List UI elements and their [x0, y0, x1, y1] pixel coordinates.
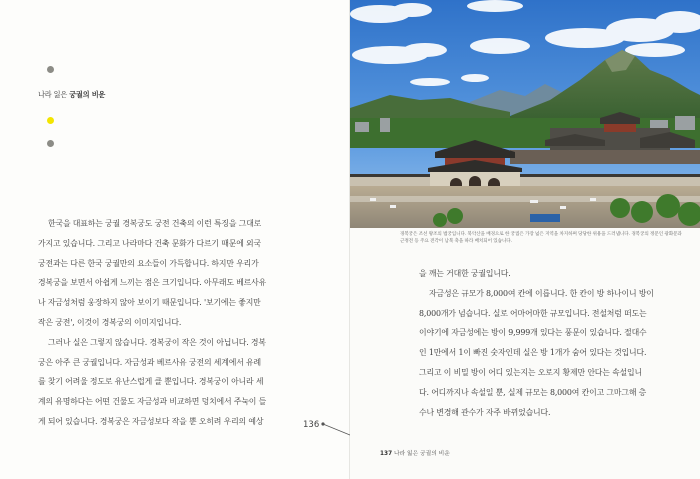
running-title: 나라 잃은 궁궐의 비운	[393, 451, 450, 457]
page-number-left: 136	[303, 420, 320, 430]
grey-bullet-dot	[47, 66, 54, 73]
text-line: 자금성은 규모가 8,000여 칸에 이릅니다. 한 칸이 방 하나이니 방이	[429, 288, 654, 298]
text-line: 그리고 이 비밀 방이 어디 있는지는 오로지 황제만 안다는 속설입니	[419, 367, 642, 377]
text-line: 작은 궁전', 이것이 경복궁의 이미지입니다.	[38, 317, 182, 327]
photo-caption	[400, 231, 690, 245]
text-line: 8,000개가 넘습니다. 실로 어마어마한 규모입니다. 전설처럼 떠도는	[419, 308, 647, 318]
text-line: 이야기에 자금성에는 방이 9,999개 있다는 풍문이 있습니다. 절대수	[419, 328, 647, 338]
page-footer-right	[380, 448, 450, 457]
caption-line: 경복궁은 조선 왕조의 법궁입니다. 북악산을 배경으로 한 궁궐은 가장 넓은 지역을 차지하며 당당한 위용을 드러냅니다. 경복궁의 정문인 광화문과	[400, 232, 682, 237]
text-line: 한국을 대표하는 궁궐 경복궁도 궁전 건축의 이런 특징을 그대로	[48, 219, 262, 228]
text-line: 계의 유명하다는 어떤 건물도 자금성과 비교하면 덩치에서 주눅이 들	[38, 397, 267, 407]
text-line: 을 깨는 거대한 궁궐입니다.	[419, 269, 511, 278]
text-line: 그러나 실은 그렇지 않습니다. 경복궁이 작은 것이 아닙니다. 경복	[48, 337, 266, 347]
caption-line: 근정전 등 주요 전각이 남북 축을 따라 배치되어 있습니다.	[400, 239, 513, 244]
gyeongbokgung-photo	[350, 0, 700, 228]
chapter-title-prefix: 나라 잃은	[38, 90, 70, 99]
text-line: 를 찾기 어려울 정도로 유난스럽게 클 뿐입니다. 경복궁이 아니라 세	[38, 377, 264, 387]
yellow-bullet-dot	[47, 117, 54, 124]
text-line: 다. 어디까지나 속설일 뿐, 실제 규모는 8,000여 칸이고 그마그해 층	[419, 387, 647, 397]
text-line: 게 되어 있습니다. 경복궁은 자금성보다 작을 뿐 오히려 우리의 예상	[38, 416, 264, 426]
text-line: 수나 변경해 관수가 자주 바뀌었습니다.	[419, 407, 551, 417]
text-line: 가지고 있습니다. 그리고 나라마다 건축 문화가 다르기 때문에 외국	[38, 238, 261, 248]
page-number-right: 137	[380, 451, 393, 457]
right-page	[350, 0, 700, 479]
text-line: 경복궁을 보면서 아쉽게 느끼는 점은 크기입니다. 아무래도 베르사유	[38, 278, 267, 288]
left-body-text	[38, 214, 290, 432]
palace-landscape-image	[350, 0, 700, 228]
text-line: 인 1만에서 1이 빠진 숫자인데 실은 방 1개가 숨어 있다는 것입니다.	[419, 348, 647, 358]
grey-bullet-dot	[47, 140, 54, 147]
text-line: 궁전과는 다른 한국 궁궐만의 요소들이 가득합니다. 하지만 우리가	[38, 258, 259, 268]
right-body-text	[419, 264, 679, 422]
chapter-title-bold: 궁궐의 비운	[69, 90, 106, 99]
text-line: 궁은 아주 큰 궁궐입니다. 자금성과 베르사유 궁전의 세계에서 유례	[38, 357, 261, 367]
chapter-title	[38, 90, 105, 100]
text-line: 나 자금성처럼 웅장하지 않아 보이기 때문입니다. '보기에는 좋지만	[38, 298, 261, 308]
